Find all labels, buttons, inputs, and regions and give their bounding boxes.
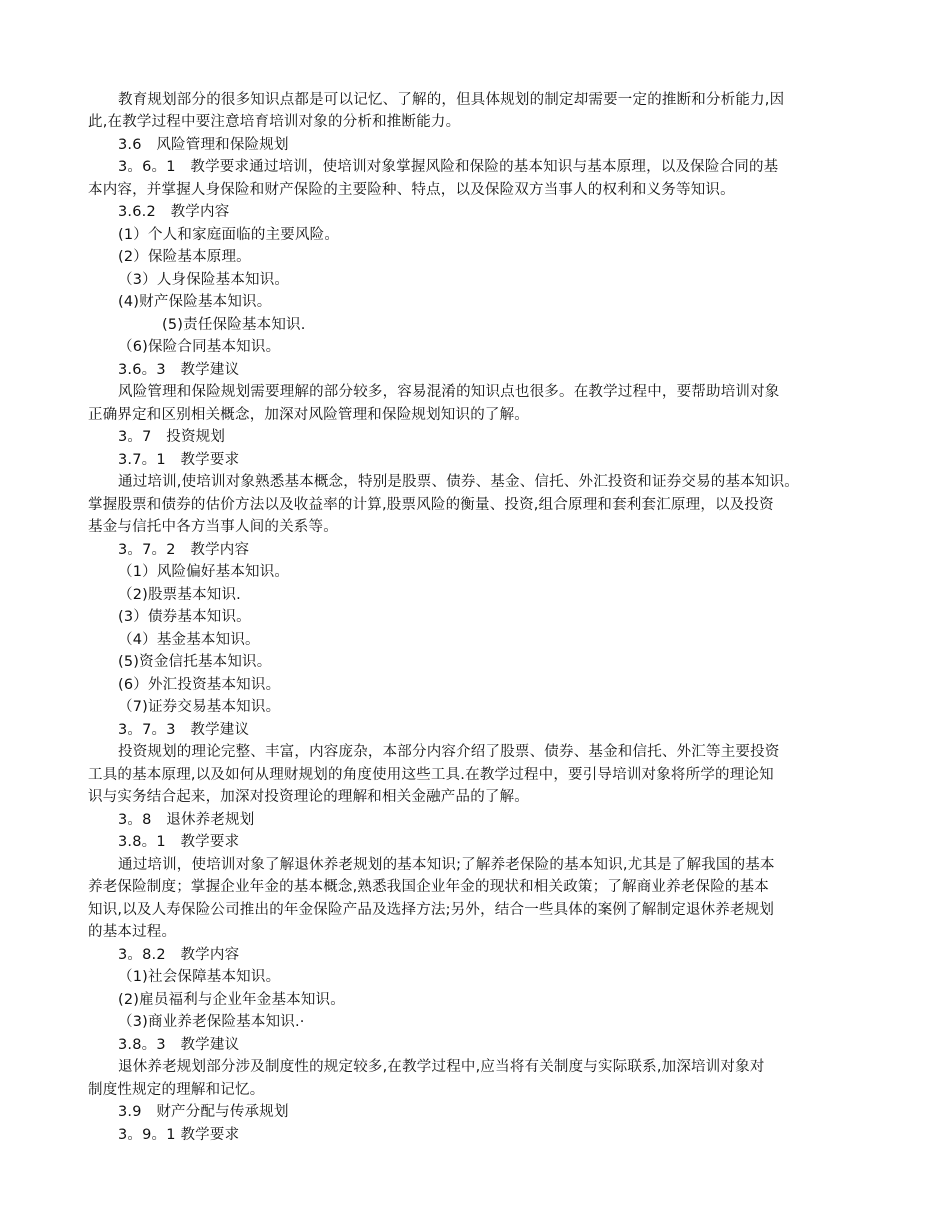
subsection-heading: 3.7。1 教学要求 (118, 452, 240, 468)
list-item: （3)商业养老保险基本知识.· (118, 1014, 305, 1030)
list-item: （2)股票基本知识. (118, 587, 241, 603)
paragraph-line: 正确界定和区别相关概念，加深对风险管理和保险规划知识的了解。 (88, 407, 529, 423)
section-heading: 3.9 财产分配与传承规划 (118, 1104, 289, 1120)
paragraph-line: 工具的基本原理,以及如何从理财规划的角度使用这些工具.在教学过程中，要引导培训对象将所学的理论知 (88, 767, 774, 783)
subsection-heading: 3。7。3 教学建议 (118, 722, 250, 738)
subsection-heading: 3。7。2 教学内容 (118, 542, 250, 558)
subsection-heading: 3.8。3 教学建议 (118, 1037, 240, 1053)
list-item: (2）保险基本原理。 (118, 249, 251, 265)
list-item: (2)雇员福利与企业年金基本知识。 (118, 992, 345, 1008)
paragraph-line: 3。6。1 教学要求通过培训，使培训对象掌握风险和保险的基本知识与基本原理，以及保险合同的基 (118, 159, 779, 175)
list-item: (5)责任保险基本知识. (162, 317, 306, 333)
paragraph-line: 掌握股票和债券的估价方法以及收益率的计算,股票风险的衡量、投资,组合原理和套利套汇原理，以及投资 (88, 497, 774, 513)
list-item: (5)资金信托基本知识。 (118, 654, 272, 670)
paragraph-line: 通过培训,使培训对象熟悉基本概念，特别是股票、债券、基金、信托、外汇投资和证券交易的基本知识。 (118, 474, 800, 490)
list-item: (4)财产保险基本知识。 (118, 294, 272, 310)
paragraph-line: 本内容，并掌握人身保险和财产保险的主要险种、特点，以及保险双方当事人的权利和义务等知识。 (88, 182, 735, 198)
list-item: (3）债券基本知识。 (118, 609, 251, 625)
paragraph-line: 退休养老规划部分涉及制度性的规定较多,在教学过程中,应当将有关制度与实际联系,加深培训对象对 (118, 1059, 765, 1075)
paragraph-line: 教育规划部分的很多知识点都是可以记忆、了解的，但具体规划的制定却需要一定的推断和分析能力,因 (118, 92, 785, 108)
paragraph-line: 风险管理和保险规划需要理解的部分较多，容易混淆的知识点也很多。在教学过程中，要帮助培训对象 (118, 384, 780, 400)
paragraph-line: 通过培训，使培训对象了解退休养老规划的基本知识;了解养老保险的基本知识,尤其是了解我国的基本 (118, 857, 775, 873)
list-item: （3）人身保险基本知识。 (118, 272, 290, 288)
list-item: (1）个人和家庭面临的主要风险。 (118, 227, 340, 243)
subsection-heading: 3.6。3 教学建议 (118, 362, 240, 378)
section-heading: 3。7 投资规划 (118, 429, 226, 445)
list-item: （6)保险合同基本知识。 (118, 339, 281, 355)
paragraph-line: 知识,以及人寿保险公司推出的年金保险产品及选择方法;另外，结合一些具体的案例了解制定退休养老规划 (88, 902, 775, 918)
subsection-heading: 3.8。1 教学要求 (118, 834, 240, 850)
paragraph-line: 此,在教学过程中要注意培育培训对象的分析和推断能力。 (88, 114, 461, 130)
list-item: (6）外汇投资基本知识。 (118, 677, 281, 693)
paragraph-line: 识与实务结合起来，加深对投资理论的理解和相关金融产品的了解。 (88, 789, 529, 805)
section-heading: 3.6 风险管理和保险规划 (118, 137, 289, 153)
section-heading: 3。8 退休养老规划 (118, 812, 255, 828)
list-item: （7)证券交易基本知识。 (118, 699, 281, 715)
subsection-heading: 3。8.2 教学内容 (118, 947, 240, 963)
list-item: （4）基金基本知识。 (118, 632, 260, 648)
paragraph-line: 的基本过程。 (88, 924, 177, 940)
paragraph-line: 基金与信托中各方当事人间的关系等。 (88, 519, 338, 535)
subsection-heading: 3。9。1 教学要求 (118, 1127, 240, 1143)
list-item: （1)社会保障基本知识。 (118, 969, 281, 985)
paragraph-line: 投资规划的理论完整、丰富，内容庞杂，本部分内容介绍了股票、债券、基金和信托、外汇等主要投资 (118, 744, 780, 760)
subsection-heading: 3.6.2 教学内容 (118, 204, 230, 220)
paragraph-line: 养老保险制度；掌握企业年金的基本概念,熟悉我国企业年金的现状和相关政策；了解商业养老保险的基本 (88, 879, 770, 895)
list-item: （1）风险偏好基本知识。 (118, 564, 290, 580)
paragraph-line: 制度性规定的理解和记忆。 (88, 1082, 265, 1098)
